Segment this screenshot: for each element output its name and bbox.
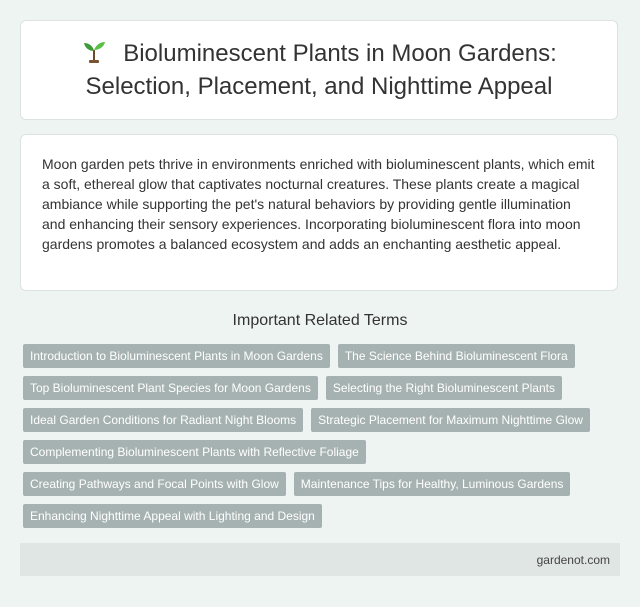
term-tag[interactable]: Selecting the Right Bioluminescent Plants (326, 376, 562, 400)
term-tag[interactable]: Creating Pathways and Focal Points with Glow (23, 472, 286, 496)
term-tag[interactable]: Ideal Garden Conditions for Radiant Night Blooms (23, 408, 303, 432)
term-tag[interactable]: Maintenance Tips for Healthy, Luminous Gardens (294, 472, 571, 496)
related-terms-heading: Important Related Terms (232, 312, 408, 329)
term-tag[interactable]: Complementing Bioluminescent Plants with Reflective Foliage (23, 440, 366, 464)
footer (20, 543, 620, 576)
intro-card (20, 134, 618, 291)
title-card (20, 20, 618, 120)
footer-site[interactable]: gardenot.com (536, 552, 610, 567)
term-tag[interactable]: Introduction to Bioluminescent Plants in Moon Gardens (23, 344, 330, 368)
page-title-text: Bioluminescent Plants in Moon Gardens: Selection, Placement, and Nighttime Appeal (85, 40, 557, 100)
related-terms-list (23, 344, 623, 528)
intro-text: Moon garden pets thrive in environments enriched with bioluminescent plants, which emit a soft, ethereal glow that captivates nocturnal creatures. These plants create a magical ambiance while supporting the pet's natural behaviors by providing gentle illumination and enhancing their sensory experiences. Incorporating bioluminescent flora into moon gardens promotes a balanced ecosystem and adds an enchanting aesthetic appeal. (42, 156, 595, 252)
seedling-icon (81, 38, 107, 64)
term-tag[interactable]: Enhancing Nighttime Appeal with Lighting and Design (23, 504, 322, 528)
term-tag[interactable]: The Science Behind Bioluminescent Flora (338, 344, 575, 368)
page-title (21, 37, 617, 103)
term-tag[interactable]: Top Bioluminescent Plant Species for Moon Gardens (23, 376, 318, 400)
term-tag[interactable]: Strategic Placement for Maximum Nighttime Glow (311, 408, 590, 432)
